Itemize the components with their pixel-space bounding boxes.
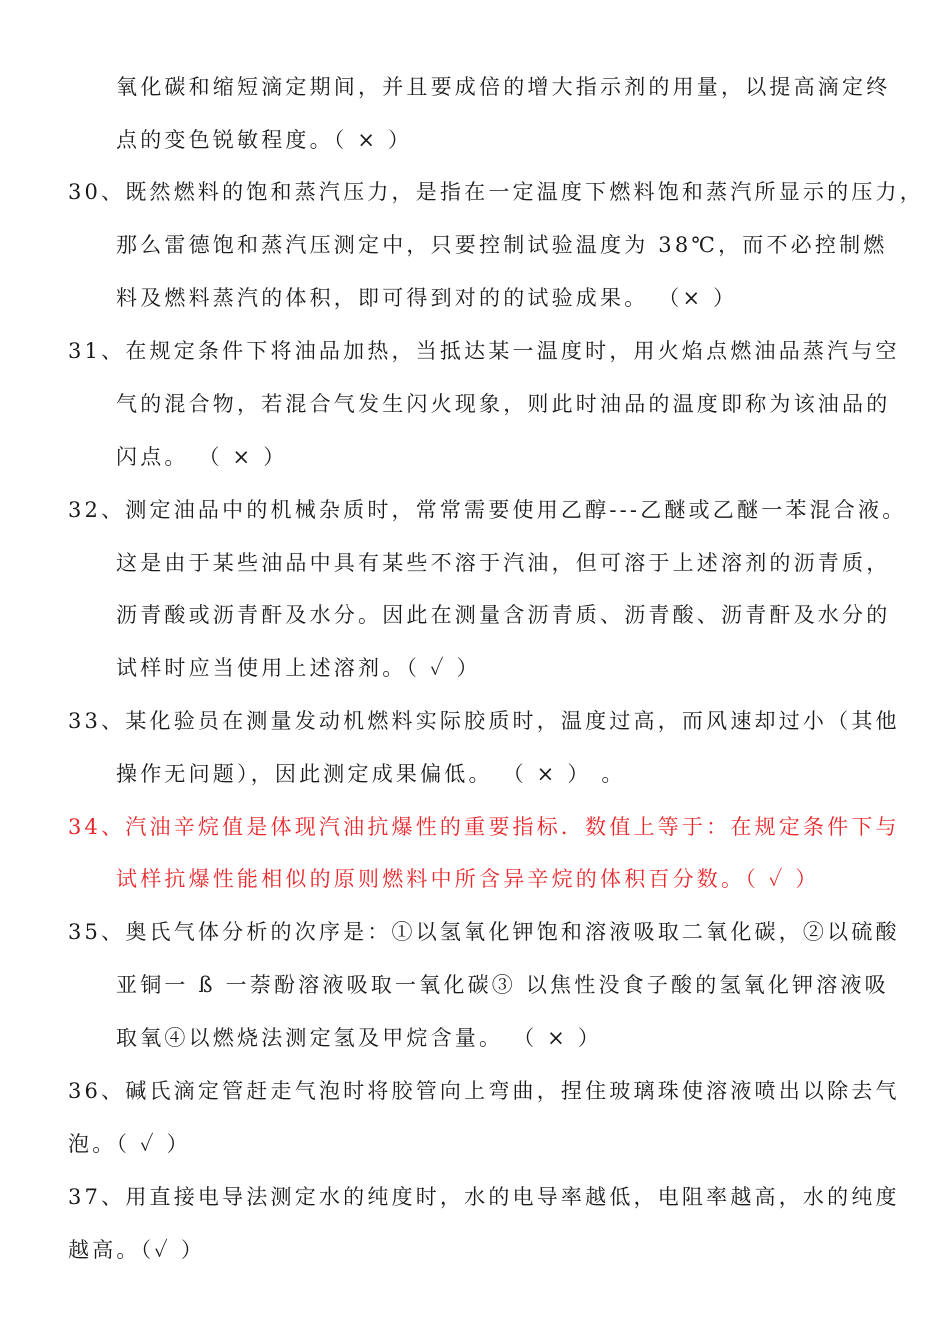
question-34-line: 34、汽油辛烷值是体现汽油抗爆性的重要指标．数值上等于：在规定条件下与 (68, 815, 900, 839)
text-line: 氧化碳和缩短滴定期间，并且要成倍的增大指示剂的用量，以提高滴定终 (116, 75, 891, 99)
text-line: 点的变色锐敏程度。（ × ） (116, 128, 413, 152)
text-line: 泡。（ ✓ ） (68, 1132, 191, 1156)
text-line: 沥青酸或沥青酐及水分。因此在测量含沥青质、沥青酸、沥青酐及水分的 (116, 603, 891, 627)
text-line: 闪点。 （ × ） (116, 445, 288, 469)
text-line: 取氧④以燃烧法测定氢及甲烷含量。 （ × ） (116, 1026, 603, 1050)
text-line: 那么雷德饱和蒸汽压测定中，只要控制试验温度为 38℃，而不必控制燃 (116, 233, 888, 257)
question-35-line: 35、奥氏气体分析的次序是：①以氢氧化钾饱和溶液吸取二氧化碳，②以硫酸 (68, 920, 900, 944)
text-line: 越高。（✓ ） (68, 1238, 206, 1262)
text-line: 操作无问题），因此测定成果偏低。 （ × ） 。 (116, 762, 626, 786)
question-32-line: 32、测定油品中的机械杂质时，常常需要使用乙醇---乙醚或乙醚一苯混合液。 (68, 498, 907, 522)
question-31-line: 31、在规定条件下将油品加热，当抵达某一温度时，用火焰点燃油品蒸汽与空 (68, 339, 900, 363)
text-line: 料及燃料蒸汽的体积，即可得到对的的试验成果。 （× ） (116, 286, 738, 310)
text-line: 气的混合物，若混合气发生闪火现象，则此时油品的温度即称为该油品的 (116, 392, 891, 416)
question-36-line: 36、碱氏滴定管赶走气泡时将胶管向上弯曲，捏住玻璃珠使溶液喷出以除去气 (68, 1079, 900, 1103)
question-37-line: 37、用直接电导法测定水的纯度时，水的电导率越低，电阻率越高，水的纯度 (68, 1185, 900, 1209)
text-line: 试样抗爆性能相似的原则燃料中所含异辛烷的体积百分数。（ ✓ ） (116, 867, 820, 891)
question-30-line: 30、既然燃料的饱和蒸汽压力，是指在一定温度下燃料饱和蒸汽所显示的压力， (68, 180, 924, 204)
text-line: 亚铜一 ß 一萘酚溶液吸取一氧化碳③ 以焦性没食子酸的氢氧化钾溶液吸 (116, 973, 889, 997)
text-line: 这是由于某些油品中具有某些不溶于汽油，但可溶于上述溶剂的沥青质， (116, 551, 891, 575)
question-33-line: 33、某化验员在测量发动机燃料实际胶质时，温度过高，而风速却过小（其他 (68, 709, 900, 733)
text-line: 试样时应当使用上述溶剂。（ ✓ ） (116, 656, 481, 680)
